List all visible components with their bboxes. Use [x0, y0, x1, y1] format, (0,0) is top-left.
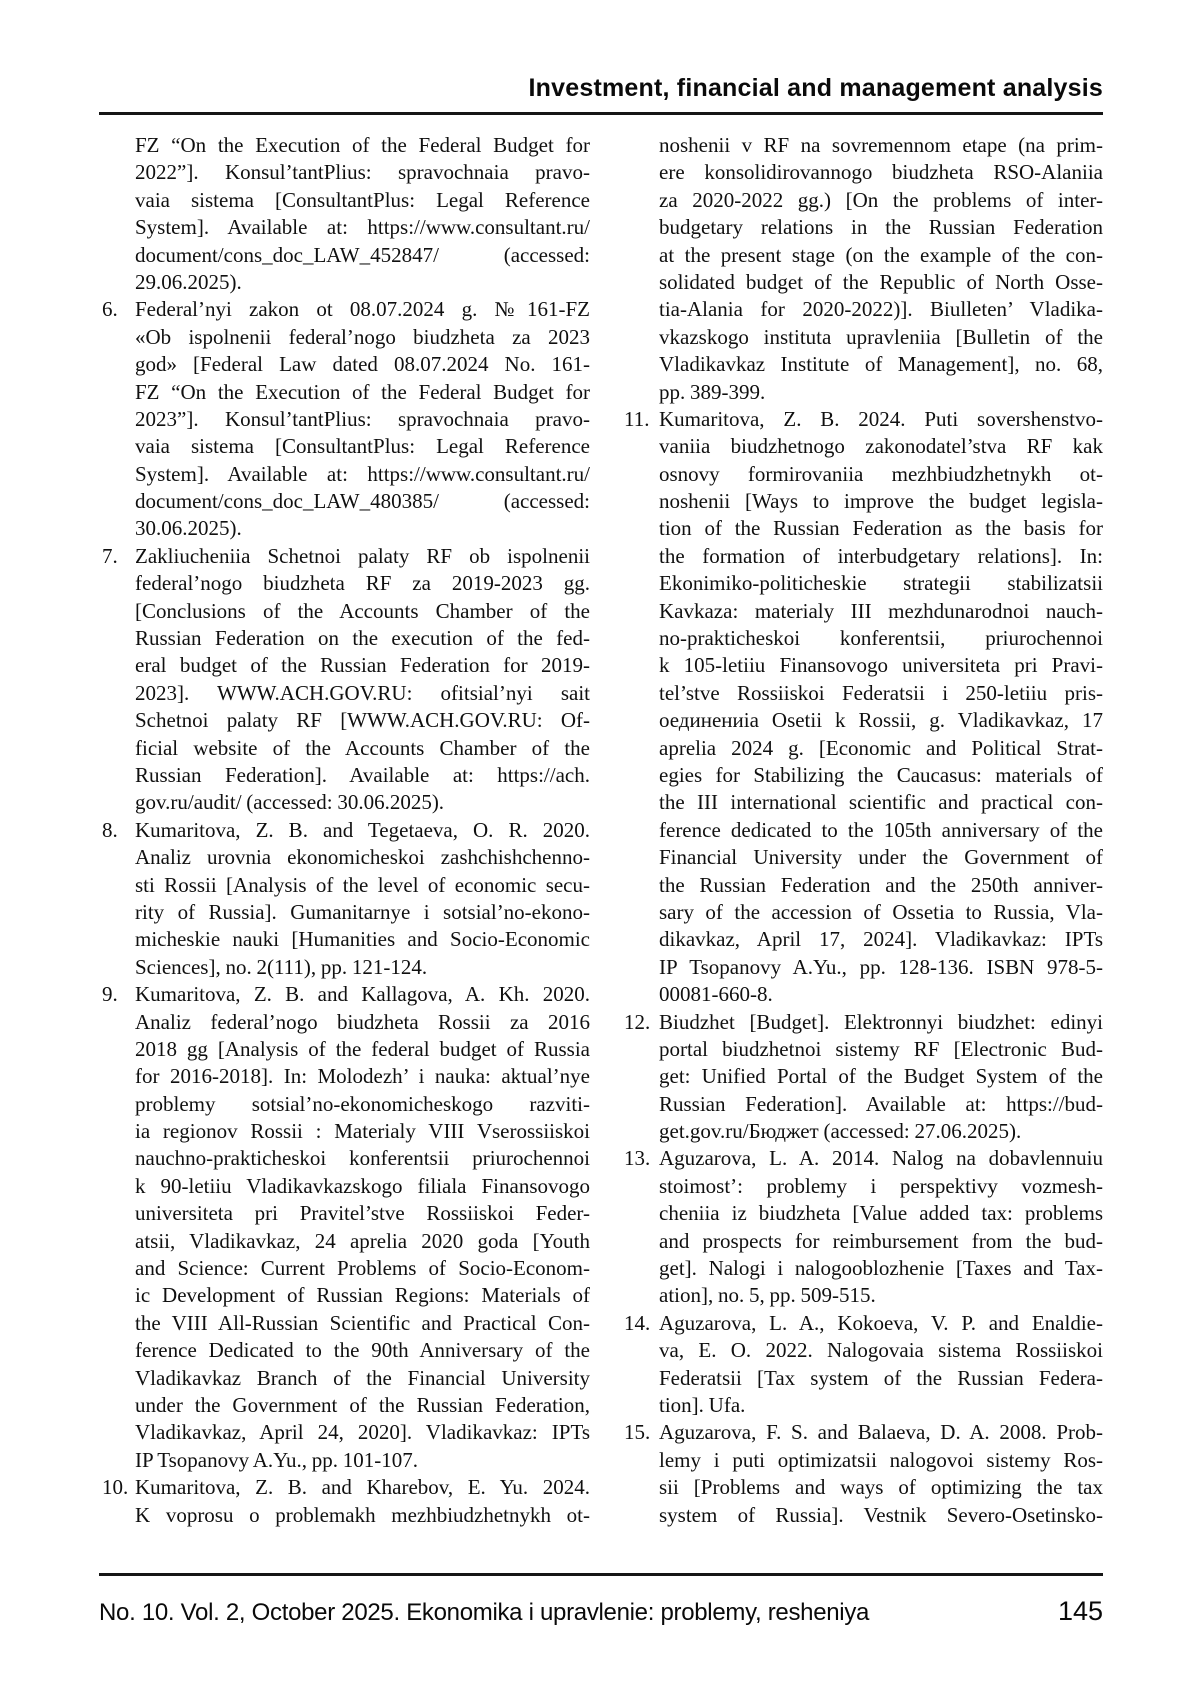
reference-item-12	[621, 1009, 1103, 1146]
reference-line: ia regionov Rossii : Materialy VIII Vserossiiskoi	[135, 1119, 590, 1144]
reference-number: 15.	[624, 1420, 651, 1445]
reference-line: get.gov.ru/Бюджет (accessed: 27.06.2025).	[659, 1119, 1022, 1144]
reference-line: Analiz urovnia ekonomicheskoi zashchishchenno-	[135, 845, 590, 870]
reference-line: and prospects for reimbursement from the bud-	[659, 1228, 1103, 1253]
reference-number: 13.	[624, 1146, 651, 1171]
reference-line: ic Development of Russian Regions: Materials of	[135, 1283, 590, 1308]
reference-line: FZ “On the Execution of the Federal Budget for	[135, 379, 590, 404]
reference-line: get]. Nalogi i nalogooblozhenie [Taxes and Tax-	[659, 1256, 1103, 1281]
reference-line: System]. Available at: https://www.consultant.ru/	[135, 215, 590, 240]
reference-text	[659, 406, 1103, 1009]
reference-line: Zakliucheniia Schetnoi palaty RF ob ispolnenii	[135, 543, 590, 568]
reference-line: under the Government of the Russian Federation,	[135, 1392, 590, 1417]
reference-line: the VIII All-Russian Scientific and Practical Con-	[135, 1310, 590, 1335]
reference-line: Vladikavkaz, April 24, 2020]. Vladikavkaz: IPTs	[135, 1420, 590, 1445]
reference-line: ation], no. 5, pp. 509-515.	[659, 1283, 876, 1308]
reference-item-13	[621, 1145, 1103, 1309]
reference-line: 2022”]. Konsul’tantPlius: spravochnaia pravo-	[135, 160, 590, 185]
footer-divider	[99, 1573, 1103, 1576]
reference-number: 11.	[624, 406, 650, 431]
reference-line: rity of Russia]. Gumanitarnye i sotsial’no-ekono-	[135, 899, 590, 924]
reference-line: Aguzarova, L. A. 2014. Nalog na dobavlennuiu	[659, 1146, 1103, 1171]
reference-line: ference dedicated to the 105th anniversary of the	[659, 817, 1103, 842]
reference-line: at the present stage (on the example of the con-	[659, 242, 1103, 267]
reference-item-14	[621, 1310, 1103, 1420]
reference-line: Aguzarova, L. A., Kokoeva, V. P. and Enaldie-	[659, 1310, 1103, 1335]
reference-item-continuation	[621, 132, 1103, 406]
page-footer	[99, 1596, 1103, 1627]
reference-line: document/cons_doc_LAW_480385/ (accessed:	[135, 489, 590, 514]
footer-issue-line: No. 10. Vol. 2, October 2025. Ekonomika i upravlenie: problemy, resheniya	[99, 1599, 870, 1626]
reference-line: cheniia iz biudzheta [Value added tax: problems	[659, 1201, 1103, 1226]
reference-line: tel’stve Rossiiskoi Federatsii i 250-letiiu pris-	[659, 680, 1103, 705]
reference-number: 8.	[102, 817, 118, 842]
footer-page-number: 145	[1057, 1596, 1103, 1626]
reference-item-11	[621, 406, 1103, 1009]
reference-line: vaia sistema [ConsultantPlus: Legal Reference	[135, 434, 590, 459]
reference-item-7	[99, 543, 590, 817]
reference-line: no-prakticheskoi konferentsii, priurochennoi	[659, 626, 1103, 651]
reference-number: 10.	[102, 1475, 129, 1500]
reference-text	[135, 1474, 590, 1529]
reference-number: 6.	[102, 297, 118, 322]
reference-line: atsii, Vladikavkaz, 24 aprelia 2020 goda [Youth	[135, 1228, 590, 1253]
left-column	[99, 132, 590, 1529]
reference-text	[659, 1310, 1103, 1420]
reference-line: portal biudzhetnoi sistemy RF [Electronic Bud-	[659, 1036, 1103, 1061]
reference-item-continuation	[99, 132, 590, 296]
reference-text	[659, 1009, 1103, 1146]
reference-line: 29.06.2025).	[135, 269, 242, 294]
reference-line: Sciences], no. 2(111), pp. 121-124.	[135, 954, 428, 979]
reference-line: [Conclusions of the Accounts Chamber of the	[135, 598, 590, 623]
reference-line: k 90-letiiu Vladikavkazskogo filiala Finansovogo	[135, 1173, 590, 1198]
reference-line: the formation of interbudgetary relations]. In:	[659, 543, 1103, 568]
reference-line: System]. Available at: https://www.consultant.ru/	[135, 461, 590, 486]
reference-text	[135, 543, 590, 817]
reference-line: Federal’nyi zakon ot 08.07.2024 g. №161-FZ	[135, 297, 590, 322]
reference-line: universiteta pri Pravitel’stve Rossiiskoi Feder-	[135, 1201, 590, 1226]
reference-line: pp. 389-399.	[659, 379, 766, 404]
reference-line: Biudzhet [Budget]. Elektronnyi biudzhet: edinyi	[659, 1009, 1103, 1034]
running-head-title: Investment, financial and management analysis	[528, 74, 1103, 102]
header-divider	[99, 112, 1103, 115]
reference-item-9	[99, 981, 590, 1474]
reference-line: noshenii v RF na sovremennom etape (na prim-	[659, 133, 1103, 157]
reference-line: egies for Stabilizing the Caucasus: materials of	[659, 762, 1103, 787]
reference-line: Kumaritova, Z. B. and Kallagova, A. Kh. 2020.	[135, 982, 590, 1007]
reference-text	[135, 981, 590, 1474]
reference-line: vaniia biudzhetnogo zakonodatel’stva RF kak	[659, 434, 1103, 459]
reference-line: Financial University under the Government of	[659, 845, 1103, 870]
reference-text	[135, 132, 590, 296]
reference-line: Russian Federation]. Available at: https://ach.	[135, 762, 590, 787]
reference-line: 2023”]. Konsul’tantPlius: spravochnaia pravo-	[135, 406, 590, 431]
reference-line: system of Russia]. Vestnik Severo-Osetinsko-	[659, 1502, 1103, 1527]
right-column	[621, 132, 1103, 1529]
reference-line: dikavkaz, April 17, 2024]. Vladikavkaz: IPTs	[659, 927, 1103, 952]
reference-line: gov.ru/audit/ (accessed: 30.06.2025).	[135, 790, 445, 815]
reference-number: 9.	[102, 982, 118, 1007]
reference-line: sary of the accession of Ossetia to Russia, Vla-	[659, 899, 1103, 924]
reference-item-15	[621, 1419, 1103, 1529]
reference-item-10	[99, 1474, 590, 1529]
reference-line: micheskie nauki [Humanities and Socio-Economic	[135, 927, 590, 952]
reference-item-6	[99, 296, 590, 543]
reference-line: document/cons_doc_LAW_452847/ (accessed:	[135, 242, 590, 267]
reference-line: ere konsolidirovannogo biudzheta RSO-Alaniia	[659, 160, 1103, 185]
reference-line: Schetnoi palaty RF [WWW.ACH.GOV.RU: Of-	[135, 708, 590, 733]
reference-line: Russian Federation]. Available at: https://bud-	[659, 1091, 1103, 1116]
reference-number: 7.	[102, 543, 118, 568]
reference-text	[659, 1419, 1103, 1529]
reference-line: ficial website of the Accounts Chamber of the	[135, 735, 590, 760]
reference-line: Kumaritova, Z. B. and Tegetaeva, O. R. 2020.	[135, 817, 590, 842]
reference-line: 00081-660-8.	[659, 982, 773, 1007]
reference-line: federal’nogo biudzheta RF za 2019-2023 gg.	[135, 571, 590, 596]
reference-text	[135, 817, 590, 981]
reference-line: Kumaritova, Z. B. 2024. Puti sovershenstvo-	[659, 406, 1103, 431]
reference-line: and Science: Current Problems of Socio-Econom-	[135, 1256, 590, 1281]
reference-item-8	[99, 817, 590, 981]
reference-line: sii [Problems and ways of optimizing the tax	[659, 1475, 1103, 1500]
reference-text	[135, 296, 590, 543]
reference-line: Vladikavkaz Institute of Management], no. 68,	[659, 352, 1103, 377]
reference-line: eral budget of the Russian Federation for 2019-	[135, 653, 590, 678]
reference-line: 2023]. WWW.ACH.GOV.RU: ofitsial’nyi sait	[135, 680, 590, 705]
reference-line: osnovy formirovaniia mezhbiudzhetnykh ot-	[659, 461, 1103, 486]
reference-line: lemy i puti optimizatsii nalogovoi sistemy Ros-	[659, 1447, 1103, 1472]
reference-line: sti Rossii [Analysis of the level of economic secu-	[135, 872, 590, 897]
reference-line: FZ “On the Execution of the Federal Budget for	[135, 133, 590, 157]
reference-line: Federatsii [Tax system of the Russian Federa-	[659, 1365, 1103, 1390]
reference-line: vaia sistema [ConsultantPlus: Legal Reference	[135, 187, 590, 212]
reference-text	[659, 132, 1103, 406]
reference-line: Vladikavkaz Branch of the Financial University	[135, 1365, 590, 1390]
reference-line: noshenii [Ways to improve the budget legisla-	[659, 489, 1103, 514]
reference-line: for 2016-2018]. In: Molodezh’ i nauka: aktual’nye	[135, 1064, 590, 1089]
reference-line: Kavkaza: materialy III mezhdunarodnoi nauch-	[659, 598, 1103, 623]
reference-line: IP Tsopanovy A.Yu., pp. 101-107.	[135, 1447, 418, 1472]
reference-line: tion]. Ufa.	[659, 1392, 746, 1417]
reference-line: get: Unified Portal of the Budget System of the	[659, 1064, 1103, 1089]
reference-line: aprelia 2024 g. [Economic and Political Strat-	[659, 735, 1103, 760]
reference-line: k 105-letiiu Finansovogo universiteta pri Pravi-	[659, 653, 1103, 678]
reference-line: Russian Federation on the execution of the fed-	[135, 626, 590, 651]
reference-line: va, E. O. 2022. Nalogovaia sistema Rossiiskoi	[659, 1338, 1103, 1363]
reference-line: оединениia Osetii k Rossii, g. Vladikavkaz, 17	[659, 708, 1103, 733]
reference-line: Analiz federal’nogo biudzheta Rossii za 2016	[135, 1009, 590, 1034]
reference-line: solidated budget of the Republic of North Osse-	[659, 269, 1103, 294]
reference-line: Kumaritova, Z. B. and Kharebov, E. Yu. 2024.	[135, 1475, 590, 1500]
reference-columns	[99, 132, 1103, 1529]
reference-line: stoimost’: problemy i perspektivy vozmesh-	[659, 1173, 1103, 1198]
reference-line: the Russian Federation and the 250th anniver-	[659, 872, 1103, 897]
reference-line: problemy sotsial’no-ekonomicheskogo razviti-	[135, 1091, 590, 1116]
reference-number: 12.	[624, 1009, 651, 1034]
reference-line: Ekonimiko-politicheskie strategii stabilizatsii	[659, 571, 1103, 596]
reference-line: 30.06.2025).	[135, 516, 242, 541]
reference-line: nauchno-prakticheskoi konferentsii priurochennoi	[135, 1146, 590, 1171]
reference-line: tion of the Russian Federation as the basis for	[659, 516, 1103, 541]
reference-line: vkazskogo instituta upravleniia [Bulletin of the	[659, 324, 1103, 349]
reference-line: budgetary relations in the Russian Federation	[659, 215, 1103, 240]
reference-line: tia-Alania for 2020-2022)]. Biulleten’ Vladika-	[659, 297, 1103, 322]
reference-text	[659, 1145, 1103, 1309]
reference-line: Aguzarova, F. S. and Balaeva, D. A. 2008. Prob-	[659, 1420, 1103, 1445]
reference-line: «Ob ispolnenii federal’nogo biudzheta za 2023	[135, 324, 590, 349]
reference-line: ference Dedicated to the 90th Anniversary of the	[135, 1338, 590, 1363]
reference-number: 14.	[624, 1310, 651, 1335]
reference-line: 2018 gg [Analysis of the federal budget of Russia	[135, 1036, 590, 1061]
reference-line: the III international scientific and practical con-	[659, 790, 1103, 815]
reference-line: IP Tsopanovy A.Yu., pp. 128-136. ISBN 978-5-	[659, 954, 1103, 979]
reference-line: za 2020-2022 gg.) [On the problems of inter-	[659, 187, 1103, 212]
reference-line: K voprosu o problemakh mezhbiudzhetnykh ot-	[135, 1502, 590, 1527]
reference-line: god» [Federal Law dated 08.07.2024 No. 161-	[135, 352, 590, 377]
